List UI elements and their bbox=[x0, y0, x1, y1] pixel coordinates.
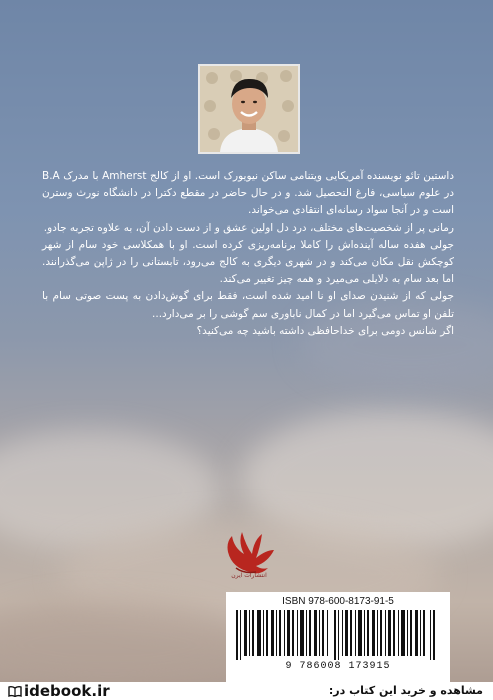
publisher-name: انتشارات ایرن bbox=[231, 572, 267, 579]
blurb-question: اگر شانس دومی برای خداحافظی داشته باشید چه می‌کنید؟ bbox=[196, 324, 454, 337]
author-bio-and-blurb bbox=[42, 168, 454, 340]
barcode-box bbox=[226, 592, 450, 682]
footer-bar bbox=[0, 682, 493, 700]
blurb-paragraph: جولی هفده ساله آینده‌اش را کاملا برنامه‌ریزی کرده است. او با همکلاسی خود سام از شهر کوچکش نقل مکان می‌کند و در شهری دیگری به کالج می‌رود، تابستانی را در ژاپن می‌گذرانند. اما بعد سام به دلایلی می‌میرد و همه چیز تغییر می‌کند. bbox=[42, 238, 454, 286]
publisher-bird-logo-icon bbox=[222, 528, 278, 578]
blurb-paragraph: جولی که از شنیدن صدای او نا امید شده است، فقط برای گوش‌دادن به پست صوتی سام با تلفن او تماس می‌گیرد اما در کمال ناباوری سم گوشی را بر می‌دارد... bbox=[42, 290, 454, 320]
idebook-brand-link[interactable] bbox=[8, 682, 110, 700]
cloud-shape bbox=[0, 600, 250, 690]
barcode-digits: 9 786008 173915 bbox=[285, 661, 391, 672]
brand-text: idebook.ir bbox=[24, 682, 110, 700]
bio-paragraph: داستین تائو نویسنده آمریکایی ویتنامی ساکن نیویورک است. او از کالج Amherst با مدرک B.A در علوم سیاسی، فارغ التحصیل شد. و در حال حاضر در مقطع دکترا در دانشگاه نورث وسترن است و در آنجا سواد رسانه‌ای انتقادی می‌خواند. bbox=[42, 170, 454, 217]
buy-this-book-text: مشاهده و خرید این کتاب در: bbox=[328, 684, 483, 697]
author-photo bbox=[198, 64, 300, 154]
blurb-paragraph: رمانی پر از شخصیت‌های مختلف، درد دل اولین عشق و از دست دادن آن، به علاوه تجربه جادو. bbox=[43, 221, 454, 234]
barcode-icon bbox=[234, 610, 442, 660]
isbn-text: ISBN 978-600-8173-91-5 bbox=[282, 596, 394, 607]
book-icon bbox=[8, 685, 22, 697]
